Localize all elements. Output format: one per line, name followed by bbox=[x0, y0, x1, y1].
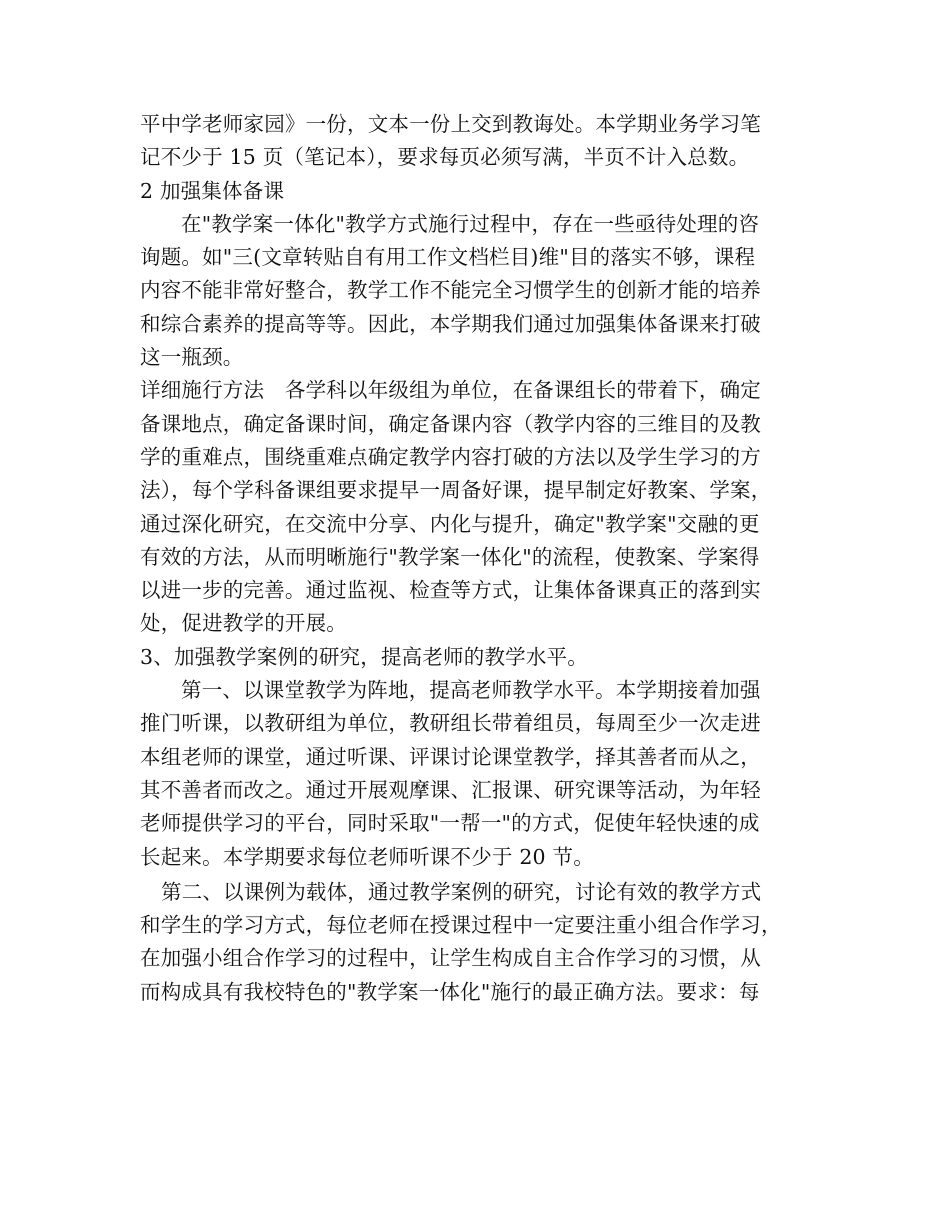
text-line: 处，促进教学的开展。 bbox=[140, 611, 347, 636]
text-line: 长起来。本学期要求每位老师听课不少于 20 节。 bbox=[140, 844, 594, 869]
text-line: 其不善者而改之。通过开展观摩课、汇报课、研究课等活动，为年轻 bbox=[140, 777, 761, 802]
text-line: 和学生的学习方式，每位老师在授课过程中一定要注重小组合作学习， bbox=[140, 913, 782, 938]
document-body bbox=[140, 108, 820, 1009]
text-line: 推门听课，以教研组为单位，教研组长带着组员，每周至少一次走进 bbox=[140, 711, 761, 736]
text-line: 平中学老师家园》一份，文本一份上交到教诲处。本学期业务学习笔 bbox=[140, 112, 761, 136]
text-line: 备课地点，确定备课时间，确定备课内容（教学内容的三维目的及教 bbox=[140, 411, 761, 436]
section-heading: 3、加强教学案例的研究，提高老师的教学水平。 bbox=[140, 644, 588, 669]
text-line: 本组老师的课堂，通过听课、评课讨论课堂教学，择其善者而从之， bbox=[140, 744, 761, 769]
paragraph-start: 第一、以课堂教学为阵地，提高老师教学水平。本学期接着加强 bbox=[181, 678, 761, 703]
paragraph-start: 详细施行方法 各学科以年级组为单位，在备课组长的带着下，确定 bbox=[140, 378, 761, 403]
section-heading: 2 加强集体备课 bbox=[140, 178, 285, 203]
text-line: 有效的方法，从而明晰施行"教学案一体化"的流程，使教案、学案得 bbox=[140, 544, 760, 569]
text-line: 老师提供学习的平台，同时采取"一帮一"的方式，促使年轻快速的成 bbox=[140, 811, 760, 836]
paragraph-start: 第二、以课例为载体，通过教学案例的研究，讨论有效的教学方式 bbox=[161, 879, 762, 904]
text-line: 询题。如"三(文章转贴自有用工作文档栏目)维"目的落实不够，课程 bbox=[140, 245, 756, 270]
text-line: 内容不能非常好整合，教学工作不能完全习惯学生的创新才能的培养 bbox=[140, 278, 761, 303]
text-line: 法），每个学科备课组要求提早一周备好课，提早制定好教案、学案， bbox=[140, 478, 772, 503]
paragraph-start: 在"教学案一体化"教学方式施行过程中，存在一些亟待处理的咨 bbox=[181, 211, 760, 236]
text-line: 以进一步的完善。通过监视、检查等方式，让集体备课真正的落到实 bbox=[140, 578, 761, 603]
text-line: 而构成具有我校特色的"教学案一体化"施行的最正确方法。要求：每 bbox=[140, 979, 760, 1004]
text-line: 通过深化研究，在交流中分享、内化与提升，确定"教学案"交融的更 bbox=[140, 511, 760, 536]
text-line: 这一瓶颈。 bbox=[140, 345, 244, 370]
text-line: 记不少于 15 页（笔记本），要求每页必须写满，半页不计入总数。 bbox=[140, 145, 750, 170]
text-line: 在加强小组合作学习的过程中，让学生构成自主合作学习的习惯，从 bbox=[140, 946, 761, 971]
text-line: 和综合素养的提高等等。因此，本学期我们通过加强集体备课来打破 bbox=[140, 311, 761, 336]
text-line: 学的重难点，围绕重难点确定教学内容打破的方法以及学生学习的方 bbox=[140, 444, 761, 469]
